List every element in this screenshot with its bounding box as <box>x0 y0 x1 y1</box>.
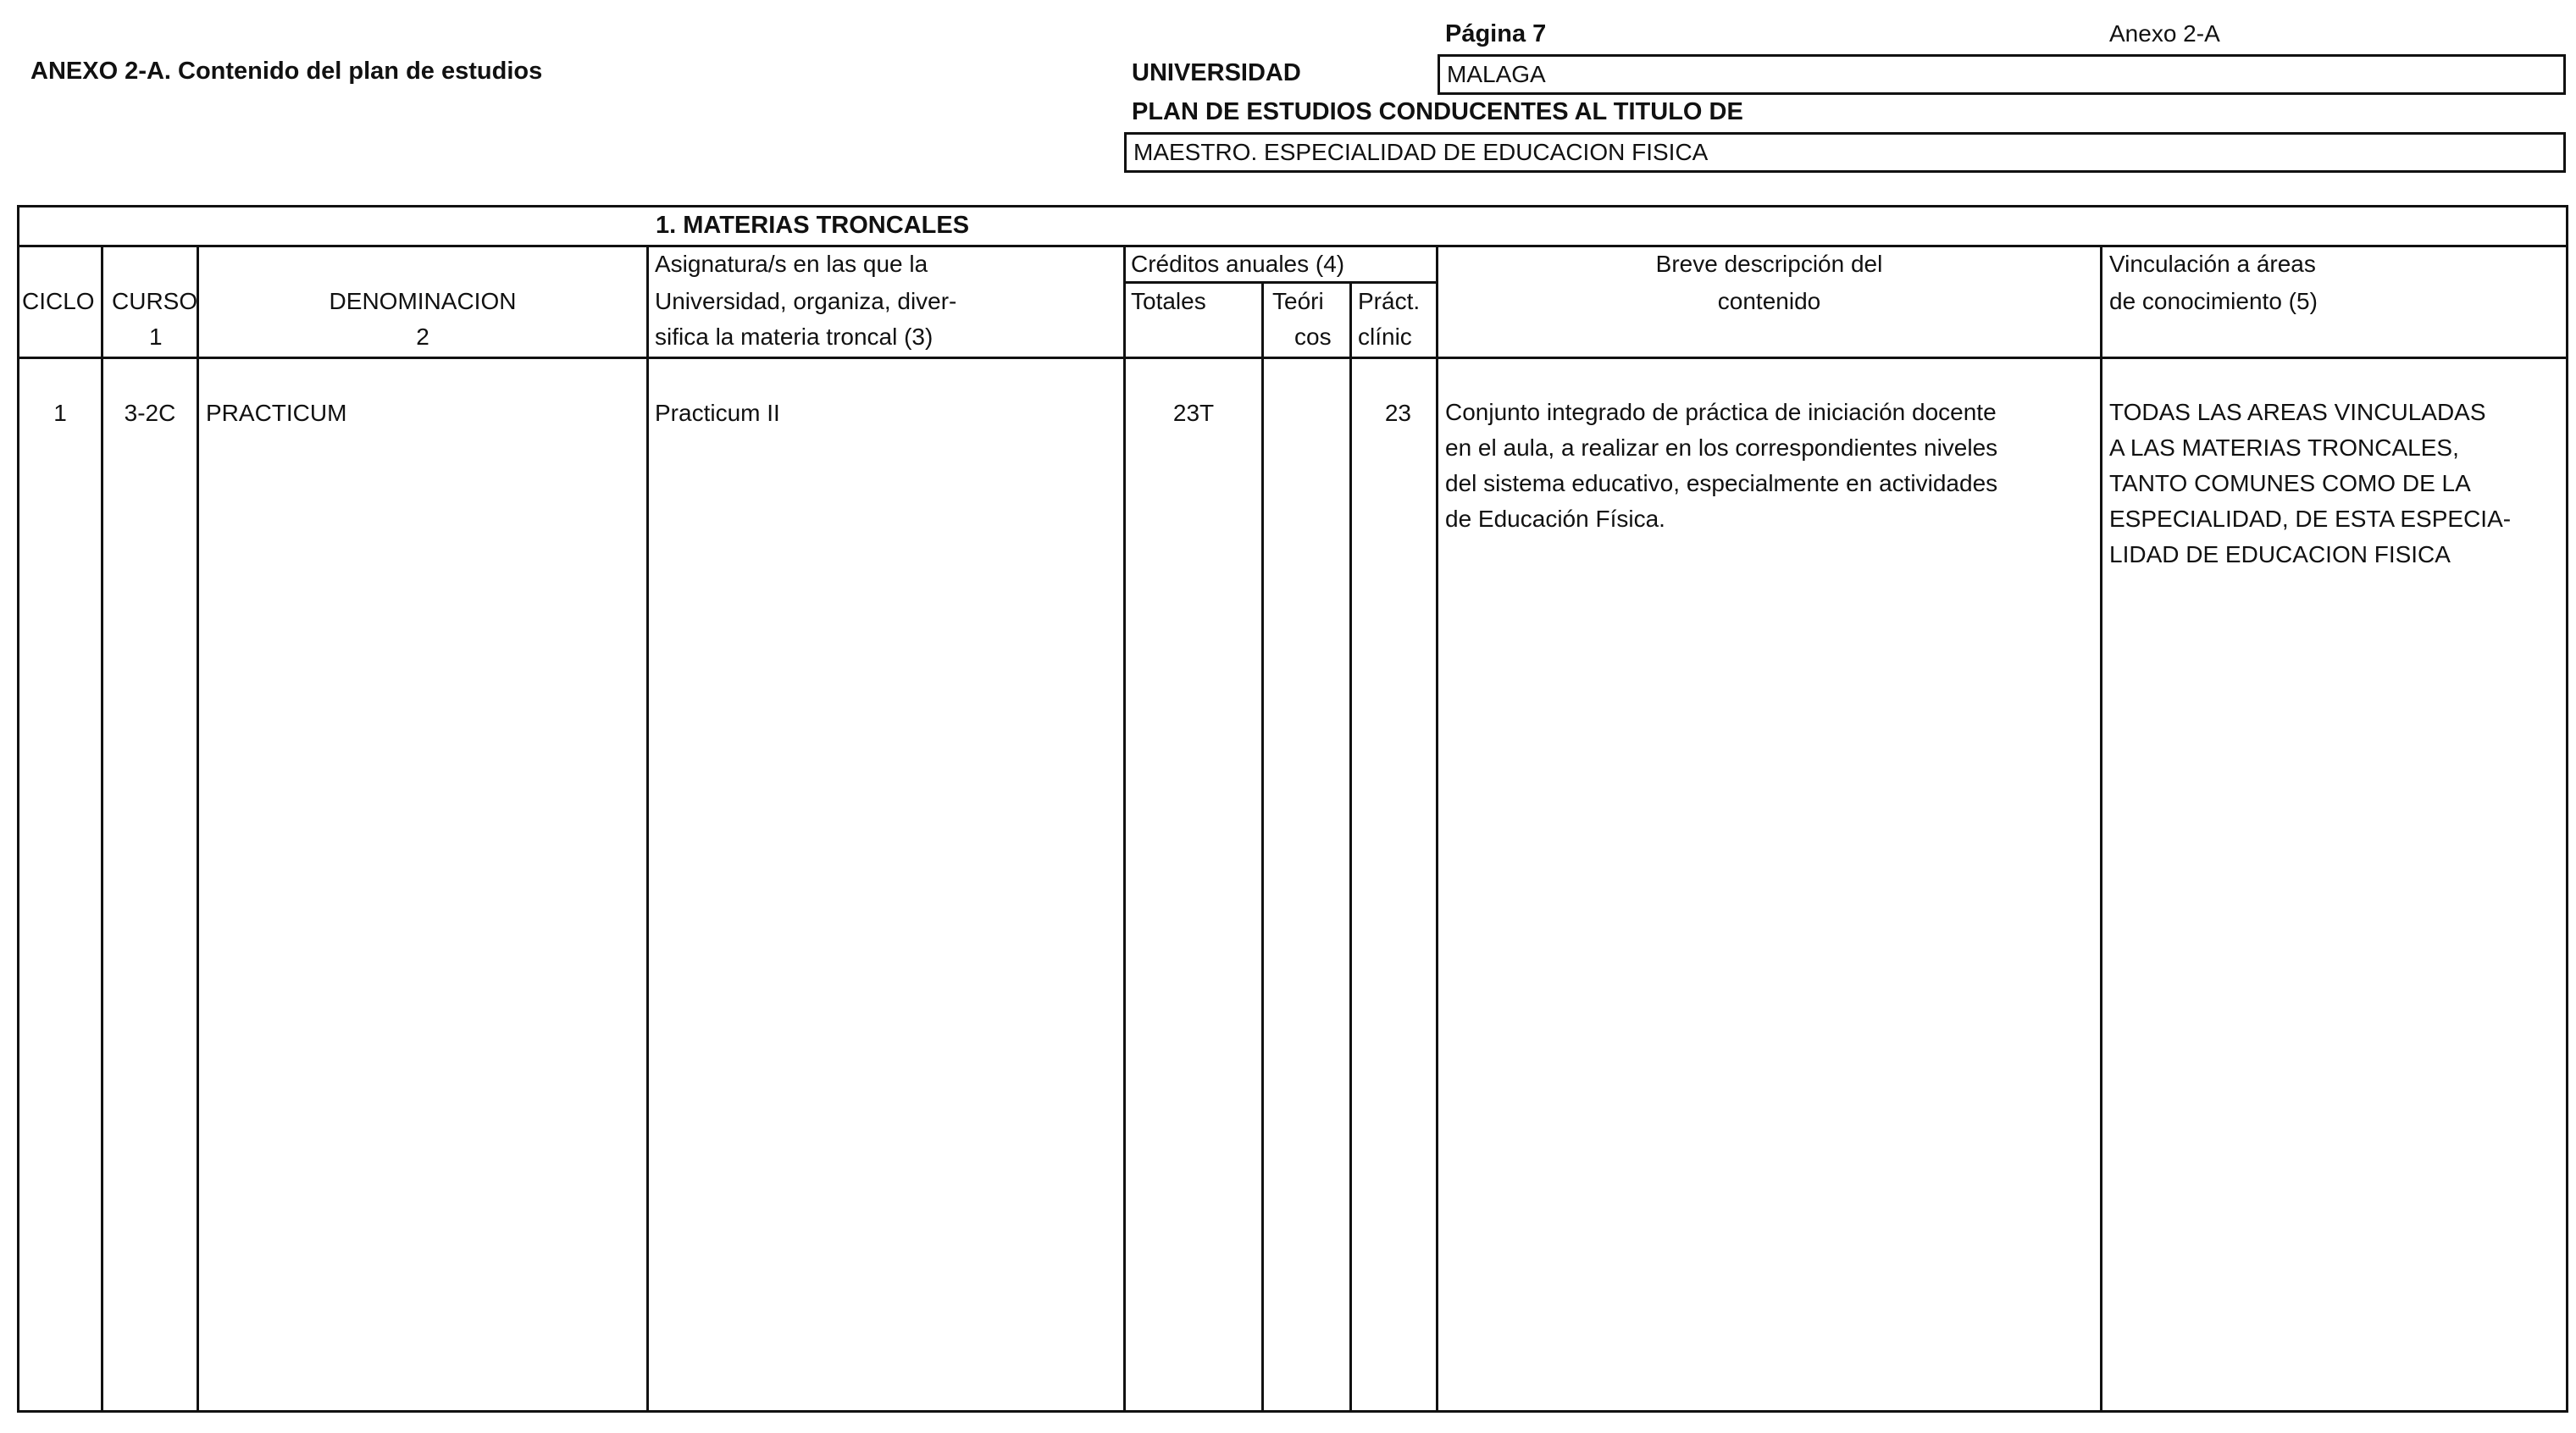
row-practicos: 23 <box>1384 400 1411 426</box>
header-totales: Totales <box>1131 288 1206 314</box>
col-divider-teoricos <box>1349 281 1352 1413</box>
header-denominacion: DENOMINACION <box>329 288 517 314</box>
header-bottom-divider <box>17 357 2568 359</box>
vinculacion-line: ESPECIALIDAD, DE ESTA ESPECIA- <box>2109 506 2512 532</box>
row-curso: 3-2C <box>124 400 176 426</box>
header-descripcion-line1: Breve descripción del <box>1655 251 1883 277</box>
descripcion-line: de Educación Física. <box>1445 506 1665 532</box>
annex-ref: Anexo 2-A <box>2109 20 2220 47</box>
descripcion-line: Conjunto integrado de práctica de iniciación docente <box>1445 399 1997 425</box>
page-label: Página 7 <box>1445 20 1547 47</box>
header-teoricos-line2: cos <box>1294 324 1332 350</box>
header-asignatura-line2: Universidad, organiza, diver- <box>655 288 957 314</box>
header-curso-number: 1 <box>149 324 163 350</box>
header-curso: CURSO <box>112 288 198 314</box>
header-vinculacion-line2: de conocimiento (5) <box>2109 288 2318 314</box>
row-ciclo: 1 <box>53 400 67 426</box>
row-descripcion <box>1445 395 2097 537</box>
vinculacion-line: LIDAD DE EDUCACION FISICA <box>2109 541 2451 567</box>
university-field <box>1438 54 2566 95</box>
header-asignatura-line3: sifica la materia troncal (3) <box>655 324 933 350</box>
header-creditos: Créditos anuales (4) <box>1131 251 1345 277</box>
descripcion-line: del sistema educativo, especialmente en actividades <box>1445 470 1998 496</box>
col-divider-denominacion <box>646 245 649 1413</box>
header-practicos-line2: clínic <box>1358 324 1412 350</box>
vinculacion-line: A LAS MATERIAS TRONCALES, <box>2109 434 2459 461</box>
creditos-subheader-divider <box>1126 281 1438 284</box>
row-totales: 23T <box>1172 400 1215 426</box>
col-divider-totales <box>1261 281 1264 1413</box>
header-practicos-line1: Práct. <box>1358 288 1421 314</box>
row-vinculacion <box>2109 395 2562 573</box>
descripcion-line: en el aula, a realizar en los correspondientes niveles <box>1445 434 1998 461</box>
university-label: UNIVERSIDAD <box>1132 59 1301 86</box>
plan-value: MAESTRO. ESPECIALIDAD DE EDUCACION FISICA <box>1133 139 1709 165</box>
plan-field <box>1124 132 2566 173</box>
section-title: 1. MATERIAS TRONCALES <box>656 212 970 239</box>
row-denominacion: PRACTICUM <box>206 400 347 426</box>
annex-title: ANEXO 2-A. Contenido del plan de estudios <box>30 58 543 85</box>
header-teoricos-line1: Teóri <box>1272 288 1324 314</box>
plan-label: PLAN DE ESTUDIOS CONDUCENTES AL TITULO DE <box>1132 98 1743 125</box>
header-vinculacion-line1: Vinculación a áreas <box>2109 251 2316 277</box>
header-descripcion-line2: contenido <box>1717 288 1821 314</box>
header-ciclo: CICLO <box>22 288 95 314</box>
col-divider-descripcion <box>2100 245 2102 1413</box>
section-title-divider <box>17 245 2568 247</box>
row-asignatura: Practicum II <box>655 400 780 426</box>
header-asignatura-line1: Asignatura/s en las que la <box>655 251 928 277</box>
col-divider-creditos <box>1436 245 1438 1413</box>
col-divider-curso <box>197 245 199 1413</box>
vinculacion-line: TODAS LAS AREAS VINCULADAS <box>2109 399 2486 425</box>
header-denominacion-number: 2 <box>416 324 429 350</box>
university-value: MALAGA <box>1447 61 1546 87</box>
troncales-table <box>17 205 2568 1413</box>
vinculacion-line: TANTO COMUNES COMO DE LA <box>2109 470 2471 496</box>
